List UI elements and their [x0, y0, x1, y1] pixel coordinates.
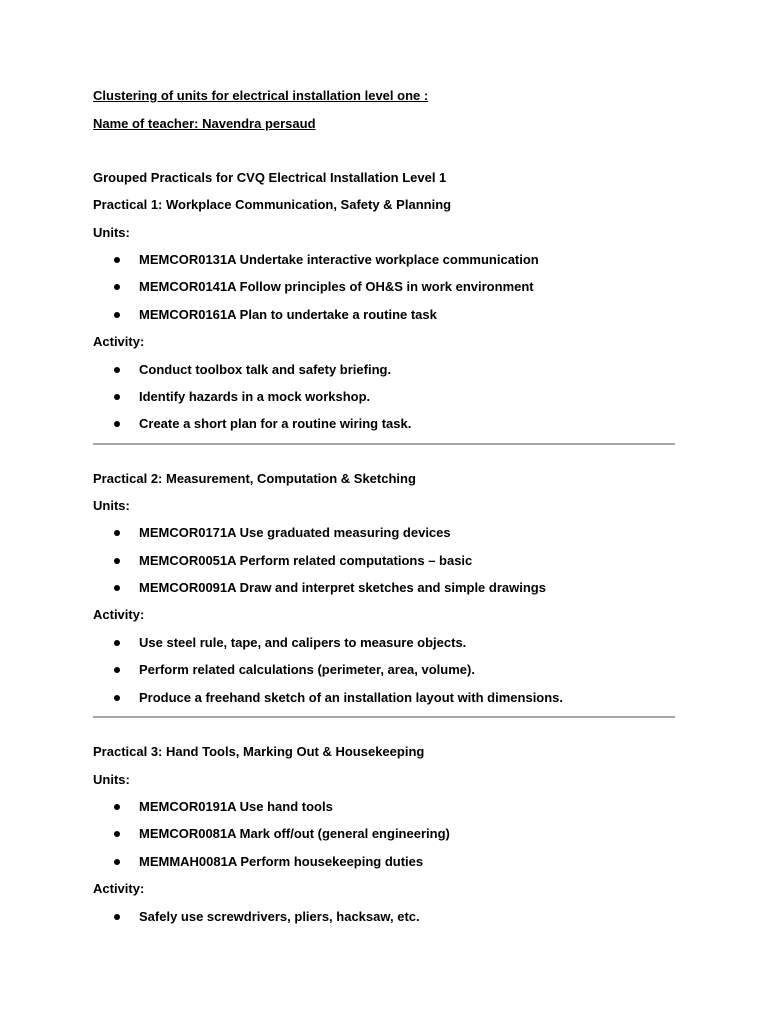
unit-text: MEMCOR0081A Mark off/out (general engineering)	[139, 826, 450, 841]
list-item	[139, 279, 534, 295]
practical-2-units-label: Units:	[93, 498, 130, 513]
section-divider	[93, 443, 675, 445]
activity-text: Perform related calculations (perimeter, area, volume).	[139, 662, 475, 677]
unit-text: MEMCOR0161A Plan to undertake a routine task	[139, 307, 437, 322]
activity-text: Identify hazards in a mock workshop.	[139, 389, 371, 404]
list-item	[139, 525, 451, 541]
bullet-icon	[114, 914, 120, 920]
activity-text: Conduct toolbox talk and safety briefing.	[139, 362, 392, 377]
list-item	[139, 553, 472, 569]
unit-text: MEMCOR0141A Follow principles of OH&S in work environment	[139, 279, 534, 294]
practical-1-units-label: Units:	[93, 225, 130, 240]
list-item	[139, 307, 437, 323]
bullet-icon	[114, 585, 120, 591]
bullet-icon	[114, 804, 120, 810]
bullet-icon	[114, 558, 120, 564]
unit-text: MEMCOR0191A Use hand tools	[139, 799, 333, 814]
unit-text: MEMMAH0081A Perform housekeeping duties	[139, 854, 424, 869]
unit-text: MEMCOR0051A Perform related computations – basic	[139, 553, 473, 568]
bullet-icon	[114, 367, 120, 373]
activity-text: Create a short plan for a routine wiring task.	[139, 416, 412, 431]
unit-text: MEMCOR0171A Use graduated measuring devices	[139, 525, 451, 540]
bullet-icon	[114, 831, 120, 837]
activity-text: Use steel rule, tape, and calipers to measure objects.	[139, 635, 467, 650]
practical-1-title: Practical 1: Workplace Communication, Safety & Planning	[93, 197, 452, 212]
bullet-icon	[114, 421, 120, 427]
practical-3-units-label: Units:	[93, 772, 130, 787]
unit-text: MEMCOR0091A Draw and interpret sketches and simple drawings	[139, 580, 546, 595]
teacher-name: Name of teacher: Navendra persaud	[93, 116, 316, 131]
practical-2-activity-label: Activity:	[93, 607, 145, 622]
list-item	[139, 635, 466, 651]
bullet-icon	[114, 667, 120, 673]
document-title: Clustering of units for electrical installation level one :	[93, 88, 429, 103]
practical-1-activity-label: Activity:	[93, 334, 145, 349]
list-item	[139, 909, 420, 925]
intro-heading: Grouped Practicals for CVQ Electrical Installation Level 1	[93, 170, 447, 185]
list-item	[139, 580, 546, 596]
bullet-icon	[114, 640, 120, 646]
bullet-icon	[114, 394, 120, 400]
bullet-icon	[114, 530, 120, 536]
bullet-icon	[114, 257, 120, 263]
list-item	[139, 799, 333, 815]
practical-3-title: Practical 3: Hand Tools, Marking Out & Housekeeping	[93, 744, 425, 759]
activity-text: Safely use screwdrivers, pliers, hacksaw, etc.	[139, 909, 420, 924]
practical-3-activity-label: Activity:	[93, 881, 145, 896]
unit-text: MEMCOR0131A Undertake interactive workplace communication	[139, 252, 539, 267]
bullet-icon	[114, 695, 120, 701]
list-item	[139, 389, 370, 405]
bullet-icon	[114, 284, 120, 290]
list-item	[139, 252, 539, 268]
list-item	[139, 416, 411, 432]
list-item	[139, 362, 391, 378]
list-item	[139, 690, 563, 706]
list-item	[139, 854, 423, 870]
activity-text: Produce a freehand sketch of an installation layout with dimensions.	[139, 690, 564, 705]
practical-2-title: Practical 2: Measurement, Computation & Sketching	[93, 471, 416, 486]
list-item	[139, 662, 475, 678]
section-divider	[93, 716, 675, 718]
list-item	[139, 826, 450, 842]
bullet-icon	[114, 312, 120, 318]
bullet-icon	[114, 859, 120, 865]
